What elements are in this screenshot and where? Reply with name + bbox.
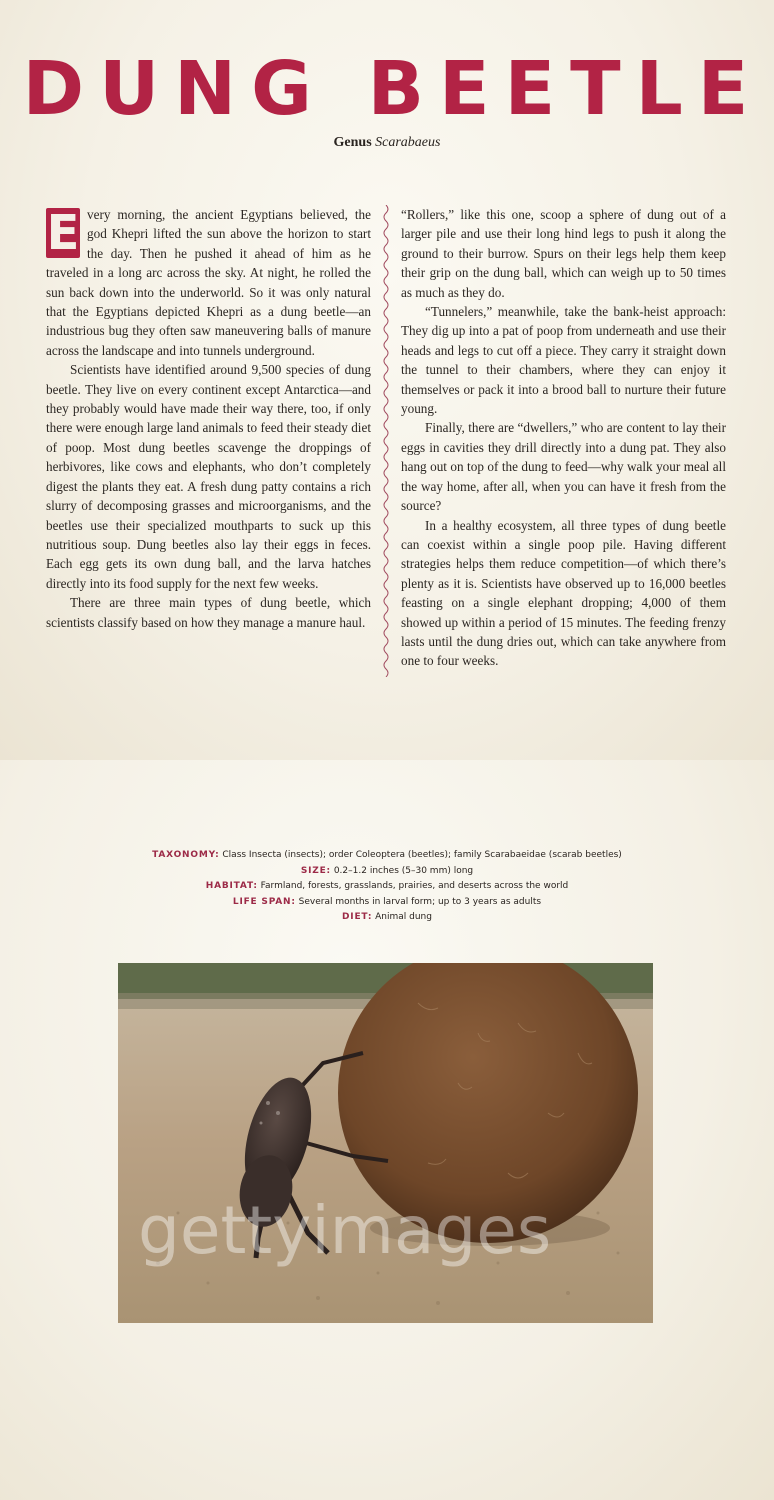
paragraph-2: Scientists have identified around 9,500 species of dung beetle. They live on every continent except Antarctica—and they probably would have made their way there, too, if only there were enough large land animals to feed their steady diet of poop. Most dung beetles scavenge the droppings of herbivores, like cows and elephants, who don’t completely digest the plants they eat. A fresh dung patty contains a rich slurry of decomposing grasses and microorganisms, and the beetles use their specialized mouthparts to suck up this nutritious soup. Dung beetles also lay their eggs in feces. Each egg gets its own dung ball, and the larva hatches directly into its food supply for the next few weeks. [46, 362, 371, 591]
fact-label: TAXONOMY: [152, 850, 220, 860]
article-column-left [46, 205, 371, 632]
photo-illustration [118, 963, 653, 1323]
paragraph-1 [46, 205, 371, 360]
paragraph-5: “Tunnelers,” meanwhile, take the bank-heist approach: They dig up into a pat of poop from underneath and use their heads and legs to cut off a piece. They carry it straight down the tunnel to their chambers, where they can enjoy it themselves or pack it into a brood ball to nurture their future young. [401, 304, 726, 417]
dropcap-letter: E [46, 205, 80, 261]
paragraph-4: “Rollers,” like this one, scoop a sphere of dung out of a larger pile and use their long hind legs to push it along the ground to their burrow. Spurs on their legs help them keep their grip on the dung ball, which can weigh up to 50 times as much as they do. [401, 207, 726, 300]
fact-taxonomy [0, 848, 774, 864]
paragraph-7: In a healthy ecosystem, all three types of dung beetle can coexist within a single poop pile. Having different strategies helps them reduce competition—of which there’s plenty as it is. Scientists have observed up to 16,000 beetles feasting on a single elephant dropping; 4,000 of them showed up within a period of 15 minutes. The feeding frenzy lasts until the dung dries out, which can take anywhere from one to four weeks. [401, 517, 726, 669]
fact-box [0, 848, 774, 926]
fact-habitat [0, 879, 774, 895]
dropcap [46, 205, 80, 261]
page-title: DUNG BEETLE [22, 46, 764, 132]
genus-label: Genus [333, 135, 372, 150]
fact-value: 0.2–1.2 inches (5–30 mm) long [333, 865, 474, 876]
fact-value: Several months in larval form; up to 3 years as adults [298, 896, 542, 907]
genus-subtitle [0, 135, 774, 151]
fact-label: HABITAT: [205, 881, 258, 892]
fact-size [0, 864, 774, 880]
fact-value: Animal dung [375, 912, 432, 923]
genus-name: Scarabaeus [375, 135, 441, 150]
fact-value: Class Insecta (insects); order Coleoptera (beetles); family Scarabaeidae (scarab beetles) [222, 850, 622, 860]
paragraph-3: There are three main types of dung beetle, which scientists classify based on how they manage a manure haul. [46, 595, 371, 630]
dung-beetle-photo [118, 963, 653, 1323]
fact-label: DIET: [342, 912, 373, 923]
fact-label: SIZE: [300, 865, 331, 876]
article-column-right [401, 205, 726, 671]
wavy-column-divider [382, 205, 390, 677]
fact-value: Farmland, forests, grasslands, prairies, and deserts across the world [260, 881, 569, 892]
paragraph-1-text: very morning, the ancient Egyptians believed, the god Khepri lifted the sun above the horizon to start the day. Then he pushed it ahead of him as he traveled in a long arc across the sky. At night, he rolled the sun back down into the underworld. So it was only natural that the Egyptians depicted Khepri as a dung beetle—an industrious bug they often saw maneuvering balls of manure across the landscape and into tunnels underground. [46, 207, 371, 358]
fact-life-span [0, 895, 774, 911]
fact-diet [0, 910, 774, 926]
watermark-text: gettyimages [138, 1192, 552, 1269]
paragraph-6: Finally, there are “dwellers,” who are content to lay their eggs in cavities they drill directly into a dung pat. They also hang out on top of the dung to feed—why walk your meal all the way home, after all, when you can have it fresh from the source? [401, 420, 726, 514]
fact-label: LIFE SPAN: [232, 896, 296, 907]
